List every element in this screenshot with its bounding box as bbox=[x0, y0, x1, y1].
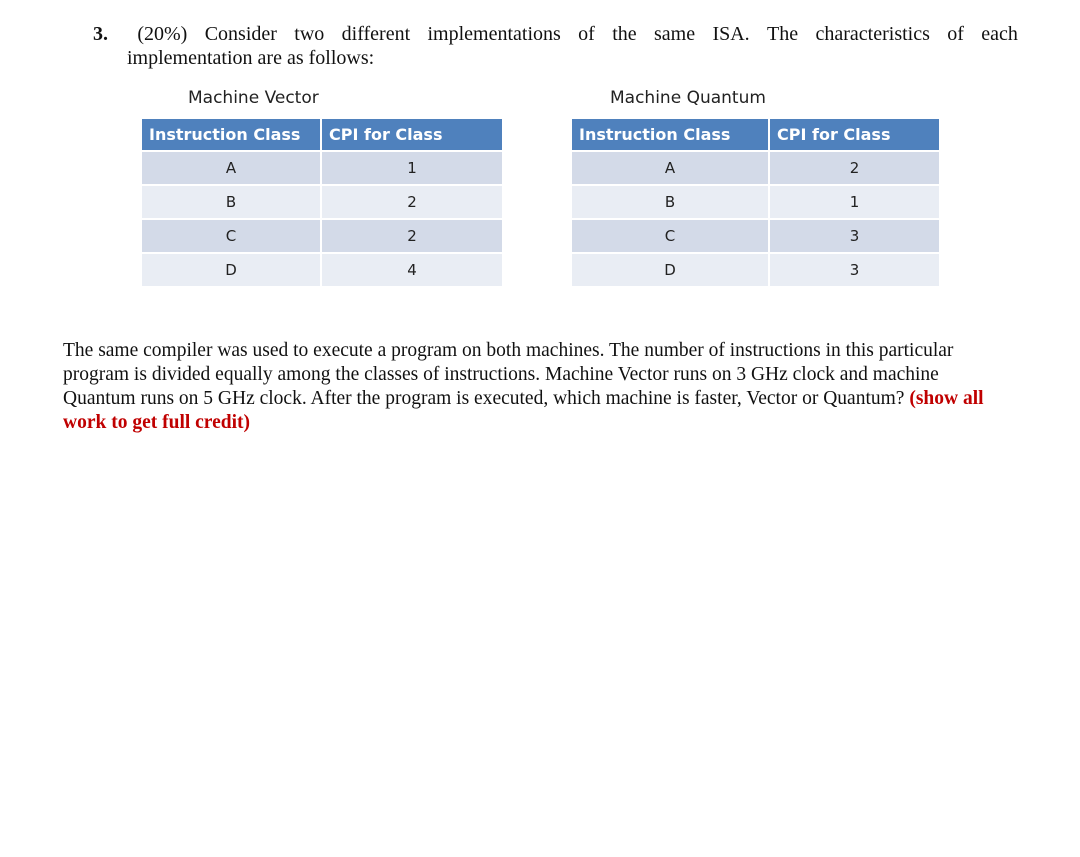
table-row bbox=[142, 186, 502, 218]
question-word: same bbox=[654, 23, 696, 45]
cpi-cell: 1 bbox=[322, 152, 502, 184]
question-word: of bbox=[578, 23, 595, 45]
question-word: of bbox=[947, 23, 964, 45]
column-header: Instruction Class bbox=[142, 119, 320, 150]
column-header: Instruction Class bbox=[572, 119, 768, 150]
instruction-class-cell: A bbox=[572, 152, 768, 184]
table-header-row bbox=[142, 119, 502, 150]
problem-paragraph bbox=[63, 339, 1013, 435]
question-header bbox=[93, 22, 1018, 70]
problem-text: The same compiler was used to execute a program on both machines. The number of instructions in this particular program is divided equally among the classes of instructions. Machine Vector runs on 3 GHz clock and machine Quantum runs on 5 GHz clock. After the program is executed, which machine is faster, Vector or Quantum? bbox=[63, 340, 954, 409]
instruction-class-cell: C bbox=[572, 220, 768, 252]
question-number: 3. bbox=[93, 23, 108, 45]
cpi-cell: 1 bbox=[770, 186, 939, 218]
question-word: two bbox=[294, 23, 325, 45]
machine-vector-caption: Machine Vector bbox=[188, 88, 319, 108]
instruction-class-cell: D bbox=[142, 254, 320, 286]
table-row bbox=[572, 152, 939, 184]
question-line-1 bbox=[93, 22, 1018, 46]
column-header: CPI for Class bbox=[322, 119, 502, 150]
question-word: each bbox=[981, 23, 1018, 45]
question-word: characteristics bbox=[815, 23, 930, 45]
instruction-class-cell: B bbox=[142, 186, 320, 218]
instruction-class-cell: A bbox=[142, 152, 320, 184]
instruction-class-cell: D bbox=[572, 254, 768, 286]
question-word: ISA. bbox=[712, 23, 750, 45]
cpi-cell: 2 bbox=[322, 186, 502, 218]
cpi-cell: 2 bbox=[770, 152, 939, 184]
instruction-class-cell: C bbox=[142, 220, 320, 252]
machine-quantum-caption: Machine Quantum bbox=[610, 88, 766, 108]
table-row bbox=[572, 220, 939, 252]
table-row bbox=[572, 186, 939, 218]
question-word: The bbox=[767, 23, 799, 45]
question-word: Consider bbox=[204, 23, 277, 45]
instruction-class-cell: B bbox=[572, 186, 768, 218]
cpi-cell: 3 bbox=[770, 254, 939, 286]
full-credit-note: (show all work to get full credit) bbox=[63, 388, 984, 433]
table-header-row bbox=[572, 119, 939, 150]
column-header: CPI for Class bbox=[770, 119, 939, 150]
question-word: implementations bbox=[427, 23, 561, 45]
table-row bbox=[572, 254, 939, 286]
table-row bbox=[142, 220, 502, 252]
table-row bbox=[142, 254, 502, 286]
question-word: (20%) bbox=[137, 23, 188, 45]
cpi-cell: 4 bbox=[322, 254, 502, 286]
machine-quantum-table bbox=[570, 117, 941, 288]
question-word: different bbox=[341, 23, 411, 45]
question-word: the bbox=[612, 23, 637, 45]
cpi-cell: 3 bbox=[770, 220, 939, 252]
table-row bbox=[142, 152, 502, 184]
machine-vector-table bbox=[140, 117, 504, 288]
question-line-2: implementation are as follows: bbox=[127, 47, 375, 69]
cpi-cell: 2 bbox=[322, 220, 502, 252]
